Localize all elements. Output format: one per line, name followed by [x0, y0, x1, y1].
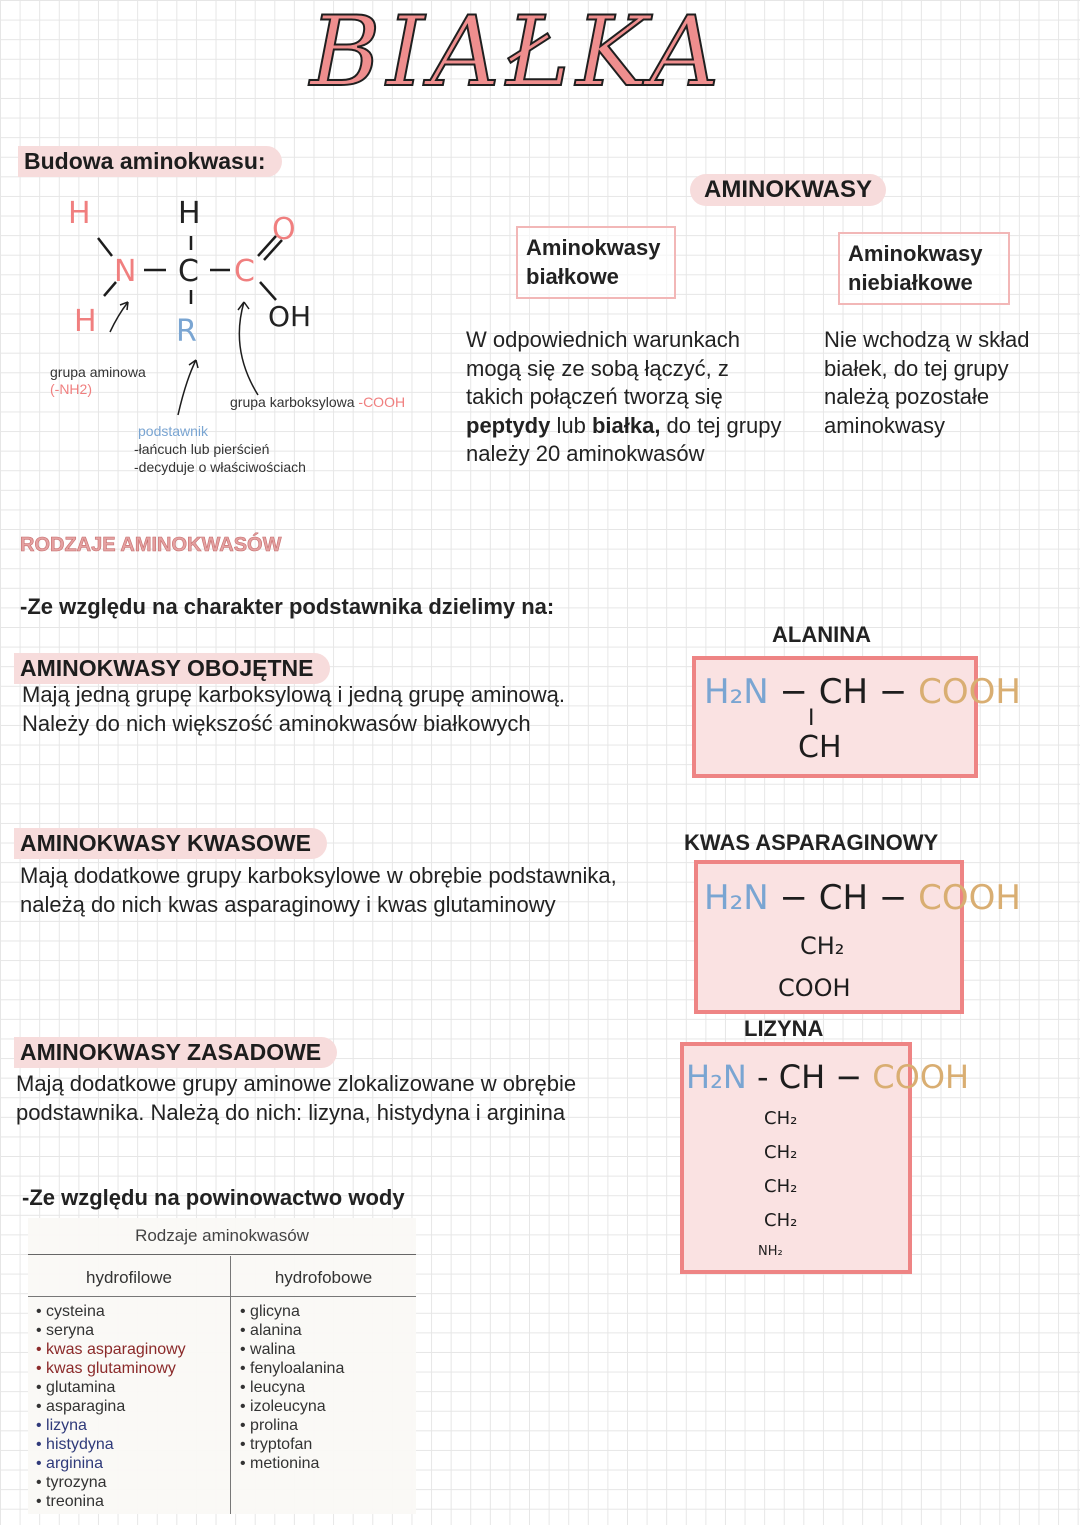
list-item: • prolina	[240, 1417, 299, 1434]
list-item: • kwas asparaginowy	[36, 1341, 186, 1358]
list-item: • histydyna	[36, 1436, 114, 1453]
asparaginowy-cooh: COOH	[918, 878, 1022, 918]
lizyna-formula-box	[680, 1042, 970, 1274]
rodzaje-heading: RODZAJE AMINOKWASÓW	[20, 534, 282, 556]
alanina-cooh: COOH	[918, 672, 1022, 712]
kwasowe-text: Mają dodatkowe grupy karboksylowe w obrębie podstawnika, należą do nich kwas asparaginowy i kwas glutaminowy	[20, 863, 617, 917]
asparaginowy-name: KWAS ASPARAGINOWY	[684, 830, 939, 855]
list-item: • alanina	[240, 1322, 302, 1339]
bialkowe-description	[466, 326, 786, 469]
aminoacid-types-table	[28, 1218, 416, 1514]
lizyna-main-chain	[686, 1058, 969, 1096]
label-grupa-karboksylowa-formula: -COOH	[358, 394, 406, 410]
label-podstawnik: podstawnik	[138, 423, 209, 439]
lizyna-cooh: COOH	[872, 1058, 970, 1096]
alanina-formula-box	[692, 656, 1022, 778]
label-grupa-karboksylowa	[230, 394, 405, 410]
bialkowe-text-peptydy: peptydy	[466, 412, 551, 438]
atom-n: N	[114, 254, 137, 289]
criterion-podstawnik: -Ze względu na charakter podstawnika dzielimy na:	[20, 594, 555, 619]
obojetne-heading: AMINOKWASY OBOJĘTNE	[14, 653, 330, 684]
bialkowe-text-3: do tej grupy należy 20 aminokwasów	[466, 412, 782, 467]
alanina-ch: CH	[818, 672, 869, 712]
asparaginowy-main-chain	[704, 878, 1021, 918]
list-item: • asparagina	[36, 1398, 126, 1415]
list-hydrofobowe	[240, 1302, 344, 1473]
asparaginowy-dash-2: −	[868, 878, 919, 918]
lizyna-chain-4: CH₂	[764, 1210, 798, 1231]
list-item: • glicyna	[240, 1303, 300, 1320]
bialkowe-text-bialka: białka,	[591, 412, 661, 438]
budowa-heading: Budowa aminokwasu:	[18, 146, 282, 177]
atom-c-alpha: C	[178, 254, 199, 289]
box-aminokwasy-niebialkowe: Aminokwasy niebiałkowe	[838, 232, 1010, 305]
list-item: • cysteina	[36, 1303, 105, 1320]
list-item: • kwas glutaminowy	[36, 1360, 176, 1377]
bialkowe-text-1: W odpowiednich warunkach mogą się ze sobą łączyć, z takich połączeń tworzą się	[466, 327, 740, 410]
lizyna-chain-2: CH₂	[764, 1142, 798, 1163]
table-header-hydrofobowe: hydrofobowe	[274, 1268, 373, 1287]
alanina-dash-2: −	[868, 672, 919, 712]
lizyna-h2n: H₂N	[686, 1058, 747, 1096]
lizyna-nh2: NH₂	[758, 1244, 783, 1259]
label-grupa-aminowa: grupa aminowa	[50, 364, 146, 380]
obojetne-text: Mają jedną grupę karboksylową i jedną grupę aminową. Należy do nich większość aminokwasów białkowych	[22, 682, 565, 736]
label-grupa-aminowa-formula: (-NH2)	[50, 381, 92, 397]
list-item: • tryptofan	[240, 1436, 313, 1453]
list-item: • tyrozyna	[36, 1474, 107, 1491]
atom-h-top-left: H	[68, 196, 91, 231]
lizyna-chain-3: CH₂	[764, 1176, 798, 1197]
list-item: • treonina	[36, 1493, 104, 1510]
list-item: • izoleucyna	[240, 1398, 326, 1415]
box-aminokwasy-bialkowe: Aminokwasy białkowe	[516, 226, 676, 299]
list-item: • metionina	[240, 1455, 320, 1472]
table-header-hydrofilowe: hydrofilowe	[86, 1268, 172, 1287]
lizyna-ch: CH	[778, 1058, 826, 1096]
alanina-main-chain	[704, 672, 1021, 712]
asparaginowy-h2n: H₂N	[704, 878, 769, 918]
alanina-bond: I	[808, 706, 815, 731]
list-item: • walina	[240, 1341, 296, 1358]
aminokwasy-heading: AMINOKWASY	[690, 174, 886, 206]
kwasowe-heading: AMINOKWASY KWASOWE	[14, 828, 327, 859]
asparaginowy-sub-ch2: CH₂	[800, 932, 845, 960]
alanina-name: ALANINA	[772, 622, 871, 647]
lizyna-name: LIZYNA	[744, 1016, 824, 1041]
amino-acid-structure-diagram	[40, 190, 460, 420]
asparaginowy-sub-cooh: COOH	[778, 974, 851, 1002]
asparaginowy-ch: CH	[818, 878, 869, 918]
podstawnik-note-1: -łańcuch lub pierścień	[134, 441, 270, 457]
podstawnik-note-2: -decyduje o właściwościach	[134, 459, 306, 475]
label-grupa-karboksylowa-text: grupa karboksylowa	[230, 394, 355, 410]
zasadowe-heading: AMINOKWASY ZASADOWE	[14, 1037, 337, 1068]
page-title: BIAŁKA	[310, 0, 726, 108]
atom-oh: OH	[268, 300, 312, 333]
list-item: • fenyloalanina	[240, 1360, 345, 1377]
list-item: • arginina	[36, 1455, 103, 1472]
alanina-sub: CH	[798, 730, 842, 765]
atom-c-carboxyl: C	[234, 254, 255, 289]
asparaginowy-formula-box	[694, 860, 1022, 1014]
list-item: • glutamina	[36, 1379, 116, 1396]
asparaginowy-dash-1: −	[768, 878, 819, 918]
lizyna-chain-1: CH₂	[764, 1108, 798, 1129]
zasadowe-text: Mają dodatkowe grupy aminowe zlokalizowane w obrębie podstawnika. Należą do nich: lizyna, histydyna i arginina	[16, 1071, 577, 1125]
table-caption: Rodzaje aminokwasów	[135, 1226, 309, 1245]
list-hydrofilowe	[36, 1302, 186, 1511]
criterion-woda: -Ze względu na powinowactwo wody	[22, 1185, 405, 1210]
atom-h-top: H	[178, 196, 201, 231]
niebialkowe-description: Nie wchodzą w skład białek, do tej grupy należą pozostałe aminokwasy	[824, 327, 1030, 438]
alanina-h2n: H₂N	[704, 672, 769, 712]
list-item: • leucyna	[240, 1379, 306, 1396]
bialkowe-text-2: lub	[550, 412, 592, 438]
list-item: • seryna	[36, 1322, 95, 1339]
atom-h-bottom-left: H	[74, 304, 97, 339]
atom-r: R	[176, 314, 197, 349]
lizyna-dash-1: -	[746, 1058, 779, 1096]
lizyna-dash-2: −	[825, 1058, 873, 1096]
list-item: • lizyna	[36, 1417, 87, 1434]
atom-o: O	[272, 212, 296, 247]
alanina-dash-1: −	[768, 672, 819, 712]
